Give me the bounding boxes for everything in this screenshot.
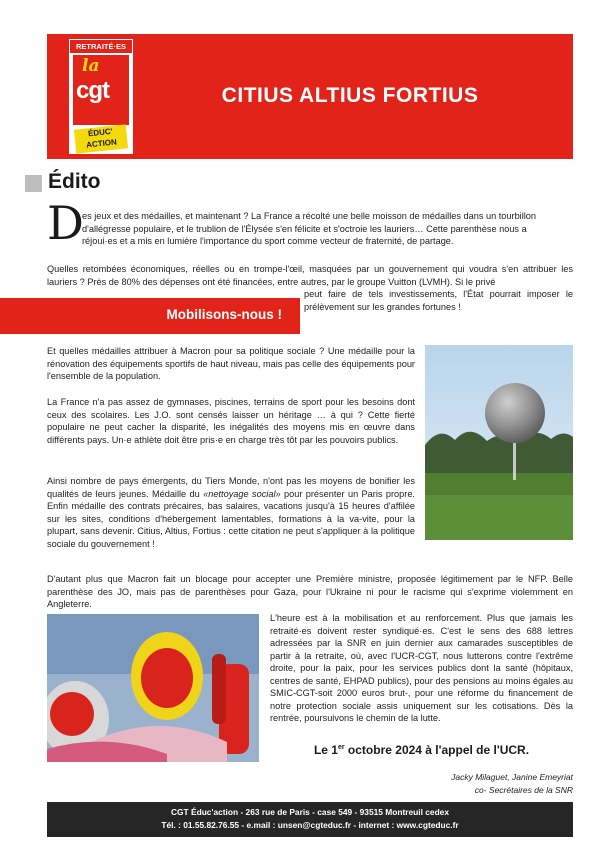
- paragraph-7: L'heure est à la mobilisation et au renforcement. Plus que jamais les retraité·es doivent rester syndiqué·es. C'est le sens des 688 lettres adressées par la SNR en juin dernier aux camarades susceptibles de partir à la retraite, où, avec l'UCR-CGT, nous lutterons contre l'extrême droite, pour la paix, pour les services publics dont la santé (hôpitaux, centres de santé, EHPAD publics), pour des pensions au moins égales au SMIC-CGT-soit 2000 euros brut-, pour une réforme du financement de notre protection sociale assis uniquement sur les cotisations. Dès la rentrée, poursuivons le chemin de la lutte.: [270, 613, 573, 723]
- call-to-action: [270, 743, 573, 757]
- callout-label: Mobilisons-nous !: [166, 307, 282, 322]
- paragraph-5-emphasis: «nettoyage social»: [203, 488, 281, 499]
- paragraph-5-a: Ainsi nombre de pays émergents, du Tiers Monde, n'ont pas les moyens de bonifier les qualités de leurs jeunes. Médaille du: [47, 476, 415, 499]
- footer-contact: Tél. : 01.55.82.76.55 - e.mail : unsen@cgteduc.fr - internet : www.cgteduc.fr: [161, 820, 459, 830]
- mobilisons-callout: [0, 298, 300, 334]
- logo-educ-line1: ÉDUC': [87, 126, 114, 139]
- section-title: Édito: [48, 170, 101, 193]
- paragraph-6: D'autant plus que Macron fait un blocage pour accepter une Première ministre, proposée légitimement par le NFP. Belle parenthèse des JO, mais pas de parenthèses pour Gaza, pour l'Ukraine ni pour le racisme qui s'exprime violemment en Angleterre.: [47, 574, 573, 609]
- footer-address: CGT Éduc'action - 263 rue de Paris - case 549 - 93515 Montreuil cedex: [170, 807, 449, 817]
- cta-sup: er: [337, 744, 345, 751]
- paragraph-2-continued: peut faire de tels investissements, l'État pourrait imposer le prélèvement sur les grandes fortunes !: [304, 289, 573, 312]
- cgt-educaction-retraites-logo: [69, 39, 133, 154]
- paragraph-4: La France n'a pas assez de gymnases, piscines, terrains de sport pour les besoins dont ceux des scolaires. Les J.O. sont censés laisser un héritage … à qui ? Cette fierté populaire ne peut cacher la disparité, les inégalités des moyens mis en œuvre dans différents pays. Un·e athlète doit être pris·e en charge très tôt par les pouvoirs publics.: [47, 397, 415, 445]
- balloons-photo-illustration: [47, 614, 259, 762]
- logo-educ-line2: ACTION: [85, 137, 118, 150]
- paragraph-5: [47, 475, 415, 550]
- logo-top-label: RETRAITÉ·ES: [70, 40, 132, 53]
- cta-pre: Le 1: [313, 743, 338, 757]
- page-title: CITIUS ALTIUS FORTIUS: [221, 84, 479, 107]
- paragraph-2: Quelles retombées économiques, réelles ou en trompe-l'œil, masquées par un gouvernement qui voudra s'en attribuer les lauriers ? Près de 80% des dépenses ont été financées, entre autres, par le groupe Vuitton (LVMH). Si le privé: [47, 264, 573, 287]
- logo-educaction-tag: [74, 124, 128, 153]
- section-square-icon: [25, 175, 42, 192]
- paragraph-5-b: pour présenter un Paris propre. Enfin médaille des contrats précaires, bas salaires, vacations jusqu'à 15 heures d'affilée sur les sites, conditions d'hébergement lamentables, formations à la va-vite, pour la plupart, sans devenir. Citius, Altius, Fortius : cette citation ne peut s'appliquer à la politique sociale du gouvernement !: [47, 488, 415, 549]
- paragraph-1-line-2: d'allégresse populaire, et le trublion de l'Élysée s'en félicite et s'octroie les lauriers… Cette parenthèse nous a: [82, 223, 527, 234]
- paragraph-3: Et quelles médailles attribuer à Macron pour sa politique sociale ? Une médaille pour la rénovation des équipements sportifs de haut niveau, mais pas celle des équipements pour l'ensemble de la population.: [47, 346, 415, 381]
- paragraph-1-line-3: réjoui·es et a mis en lumière l'importance du sport comme vecteur de fraternité, de partage.: [82, 236, 454, 246]
- logo-la-text: la: [82, 56, 100, 76]
- logo-cgt-text: cgt: [76, 77, 109, 104]
- paragraph-1-line-1: es jeux et des médailles, et maintenant ? La France a récolté une belle moisson de médailles dans un tourbillon: [82, 211, 537, 221]
- cauldron-photo-illustration: [425, 345, 573, 540]
- footer: [47, 802, 573, 837]
- signature-role: co- Secrétaires de la SNR: [474, 785, 573, 795]
- signature-names: Jacky Milaguet, Janine Emeyriat: [451, 772, 573, 782]
- olympic-cauldron-photo: [425, 345, 573, 540]
- cta-post: octobre 2024 à l'appel de l'UCR.: [344, 743, 530, 757]
- drop-cap: D: [47, 196, 84, 250]
- cgt-balloons-photo: [47, 614, 259, 762]
